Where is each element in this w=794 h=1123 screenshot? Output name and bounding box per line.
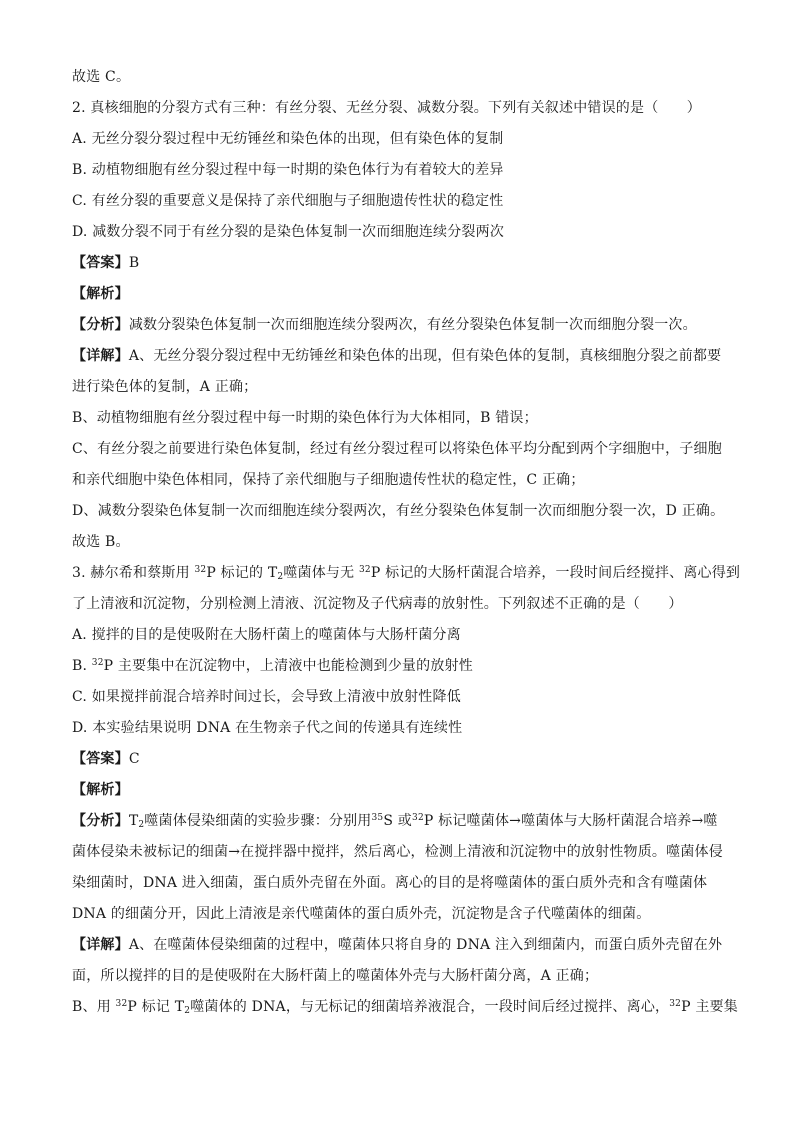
detail-text: A、无丝分裂分裂过程中无纺锤丝和染色体的出现，但有染色体的复制，真核细胞分裂之前都要 — [128, 348, 722, 364]
superscript: 32 — [91, 658, 104, 668]
q2-detail-4: C、有丝分裂之前要进行染色体复制，经过有丝分裂过程可以将染色体平均分配到两个字细胞中，子细胞 — [72, 441, 722, 457]
q3-analysis-4: DNA 的细菌分开，因此上清液是亲代噬菌体的蛋白质外壳，沉淀物是含子代噬菌体的细菌。 — [72, 906, 651, 922]
text-run: 噬菌体的 DNA，与无标记的细菌培养液混合，一段时间后经过搅拌、离心， — [190, 999, 670, 1015]
text-run: 噬菌体侵染细菌的实验步骤：分别用 — [144, 813, 372, 829]
answer-tag: 【答案】 — [72, 255, 129, 271]
answer-tag: 【答案】 — [72, 751, 129, 767]
q2-detail-5: 和亲代细胞中染色体相同，保持了亲代细胞与子细胞遗传性状的稳定性，C 正确； — [72, 472, 585, 488]
analysis-title: 【解析】 — [72, 286, 129, 302]
text-run: 3. 赫尔希和蔡斯用 — [72, 565, 195, 581]
q3-option-c: C. 如果搅拌前混合培养时间过长，会导致上清液中放射性降低 — [72, 689, 461, 705]
q3-detail-1 — [72, 930, 722, 961]
q2-analysis-title — [72, 279, 722, 310]
q2-analysis — [72, 310, 722, 341]
text-run: P 主要集中在沉淀物中，上清液中也能检测到少量的放射性 — [103, 658, 473, 674]
answer-value: C — [128, 751, 140, 767]
q2-option-a: A. 无丝分裂分裂过程中无纺锤丝和染色体的出现，但有染色体的复制 — [72, 131, 504, 147]
text-run: P 标记的大肠杆菌混合培养，一段时间后经搅拌、离心得到 — [370, 565, 741, 581]
q3-option-a: A. 搅拌的目的是使吸附在大肠杆菌上的噬菌体与大肠杆菌分离 — [72, 627, 461, 643]
text-run: P 标记的 T — [206, 565, 278, 581]
q3-option-d: D. 本实验结果说明 DNA 在生物亲子代之间的传递具有连续性 — [72, 720, 463, 736]
superscript: 32 — [358, 565, 371, 575]
superscript: 35 — [371, 813, 384, 823]
q3-detail-2: 面，所以搅拌的目的是使吸附在大肠杆菌上的噬菌体外壳与大肠杆菌分离，A 正确； — [72, 968, 599, 984]
superscript: 32 — [194, 565, 207, 575]
subscript: 2 — [138, 820, 145, 830]
analysis-text: 减数分裂染色体复制一次而细胞连续分裂两次，有丝分裂染色体复制一次而细胞分裂一次。 — [128, 317, 697, 333]
subscript: 2 — [277, 572, 284, 582]
q2-option-c: C. 有丝分裂的重要意义是保持了亲代细胞与子细胞遗传性状的稳定性 — [72, 193, 504, 209]
q2-detail-2: 进行染色体的复制，A 正确； — [72, 379, 258, 395]
q3-option-b — [72, 651, 722, 682]
text-run: B、用 — [72, 999, 116, 1015]
detail-tag: 【详解】 — [72, 348, 129, 364]
superscript: 32 — [669, 999, 682, 1009]
q2-answer — [72, 248, 722, 279]
q2-stem: 2. 真核细胞的分裂方式有三种：有丝分裂、无丝分裂、减数分裂。下列有关叙述中错误的是（ ） — [72, 100, 702, 116]
q2-detail-3: B、动植物细胞有丝分裂过程中每一时期的染色体行为大体相同，B 错误； — [72, 410, 538, 426]
q2-detail-1 — [72, 341, 722, 372]
text-run: B. — [72, 658, 92, 674]
subscript: 2 — [184, 1006, 191, 1016]
superscript: 32 — [115, 999, 128, 1009]
analysis-title: 【解析】 — [72, 782, 129, 798]
q3-analysis-3: 染细菌时，DNA 进入细菌，蛋白质外壳留在外面。离心的目的是将噬菌体的蛋白质外壳和含有噬菌体 — [72, 875, 708, 891]
detail-text: A、在噬菌体侵染细菌的过程中，噬菌体只将自身的 DNA 注入到细菌内，而蛋白质外壳留在外 — [128, 937, 723, 953]
q3-detail-3 — [72, 992, 738, 1023]
q2-option-b: B. 动植物细胞有丝分裂过程中每一时期的染色体行为有着较大的差异 — [72, 162, 504, 178]
q3-answer — [72, 744, 722, 775]
superscript: 32 — [412, 813, 424, 823]
text-run: T — [128, 813, 139, 829]
document-page — [72, 62, 741, 1023]
q1-conclusion: 故选 C。 — [72, 69, 131, 85]
detail-tag: 【详解】 — [72, 937, 129, 953]
q2-conclusion: 故选 B。 — [72, 534, 130, 550]
answer-value: B — [128, 255, 140, 271]
q3-analysis-2: 菌体侵染未被标记的细菌→在搅拌器中搅拌，然后离心，检测上清液和沉淀物中的放射性物质。噬菌体侵 — [72, 844, 723, 860]
text-run: P 主要集 — [681, 999, 738, 1015]
q3-stem-1 — [72, 558, 741, 589]
q2-detail-6: D、减数分裂染色体复制一次而细胞连续分裂两次，有丝分裂染色体复制一次而细胞分裂一次，D 正确。 — [72, 503, 725, 519]
q3-analysis-title — [72, 775, 722, 806]
analysis-tag: 【分析】 — [72, 317, 129, 333]
q3-analysis-1 — [72, 806, 722, 837]
q2-option-d: D. 减数分裂不同于有丝分裂的是染色体复制一次而细胞连续分裂两次 — [72, 224, 505, 240]
analysis-tag: 【分析】 — [72, 813, 129, 829]
text-run: P 标记噬菌体→噬菌体与大肠杆菌混合培养→噬 — [423, 813, 718, 829]
text-run: 噬菌体与无 — [283, 565, 359, 581]
text-run: P 标记 T — [127, 999, 185, 1015]
text-run: S 或 — [383, 813, 413, 829]
q3-stem-2: 了上清液和沉淀物，分别检测上清液、沉淀物及子代病毒的放射性。下列叙述不正确的是（ ） — [72, 596, 683, 612]
